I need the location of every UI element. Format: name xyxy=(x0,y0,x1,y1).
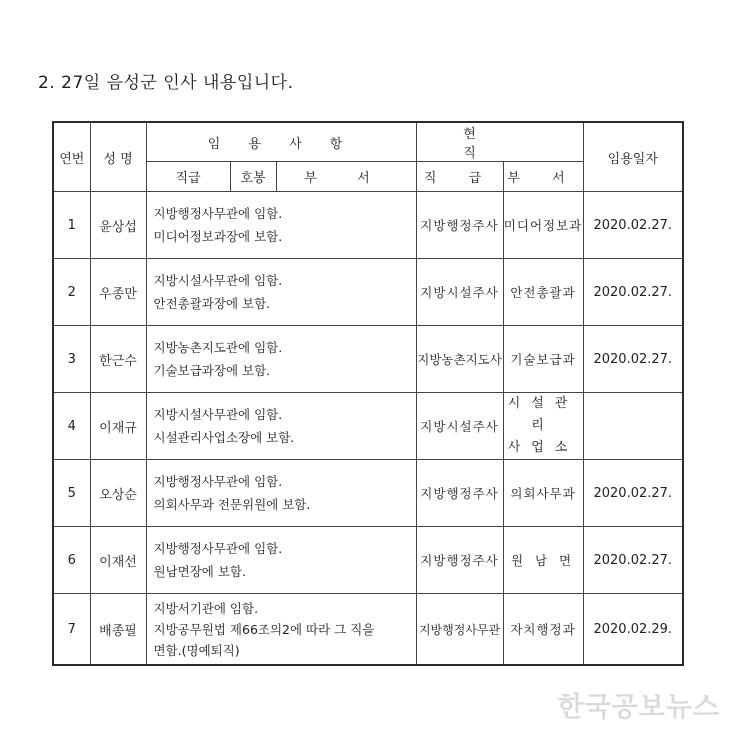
row-date: 2020.02.27. xyxy=(583,326,683,393)
row-no: 5 xyxy=(53,460,90,527)
table-row xyxy=(53,527,683,594)
row-date: 2020.02.27. xyxy=(583,192,683,259)
row-date: 2020.02.27. xyxy=(583,259,683,326)
row-date: 2020.02.27. xyxy=(583,527,683,594)
row-no: 1 xyxy=(53,192,90,259)
row-no: 4 xyxy=(53,393,90,460)
duty-line: 시설관리사업소장에 보함. xyxy=(153,430,295,445)
header-current-dept: 부 서 xyxy=(503,162,583,192)
row-dept: 미디어정보과 xyxy=(503,192,583,259)
page-heading: 2. 27일 음성군 인사 내용입니다. xyxy=(38,73,294,93)
row-duties xyxy=(146,326,416,393)
row-rank: 지방행정주사 xyxy=(416,460,503,527)
duty-line: 지방시설사무관에 임함. xyxy=(153,407,283,422)
row-rank: 지방행정주사 xyxy=(416,527,503,594)
table-header-row xyxy=(53,122,683,162)
duty-line: 지방공무원법 제66조의2에 따라 그 직을 xyxy=(153,621,375,637)
row-name: 오상순 xyxy=(90,460,146,527)
row-no: 2 xyxy=(53,259,90,326)
table-row xyxy=(53,326,683,393)
duty-line: 지방시설사무관에 임함. xyxy=(153,273,283,288)
row-date: 2020.02.27. xyxy=(583,460,683,527)
duty-line: 의회사무과 전문위원에 보함. xyxy=(153,497,311,512)
personnel-table xyxy=(52,121,684,666)
row-duties xyxy=(146,527,416,594)
watermark-logo: 한국공보뉴스 xyxy=(557,692,720,723)
header-current: 현 직 xyxy=(416,122,583,162)
row-dept xyxy=(503,393,583,460)
table-row xyxy=(53,594,683,666)
row-rank: 지방농촌지도사 xyxy=(416,326,503,393)
header-dept: 부 서 xyxy=(276,162,416,192)
row-date xyxy=(583,393,683,460)
row-duties xyxy=(146,460,416,527)
header-current-grade: 직 급 xyxy=(416,162,503,192)
row-name: 한근수 xyxy=(90,326,146,393)
row-dept: 자치행정과 xyxy=(503,594,583,666)
row-name: 윤상섭 xyxy=(90,192,146,259)
table-row xyxy=(53,192,683,259)
duty-line: 지방행정사무관에 임함. xyxy=(153,541,283,556)
header-step: 호봉 xyxy=(230,162,276,192)
duty-line: 미디어정보과장에 보함. xyxy=(153,229,283,244)
header-grade: 직급 xyxy=(146,162,230,192)
row-duties xyxy=(146,393,416,460)
row-duties xyxy=(146,192,416,259)
duty-line: 기술보급과장에 보함. xyxy=(153,363,271,378)
duty-line: 원남면장에 보함. xyxy=(153,564,246,579)
dept-line: 사업소 xyxy=(507,440,579,455)
row-rank: 지방시설주사 xyxy=(416,259,503,326)
row-duties xyxy=(146,594,416,666)
row-dept: 안전총괄과 xyxy=(503,259,583,326)
row-name: 배종필 xyxy=(90,594,146,666)
table-row xyxy=(53,393,683,460)
row-duties xyxy=(146,259,416,326)
row-rank: 지방행정사무관 xyxy=(416,594,503,666)
table-row xyxy=(53,460,683,527)
duty-line: 안전총괄과장에 보함. xyxy=(153,296,271,311)
duty-line: 지방농촌지도관에 임함. xyxy=(153,340,283,355)
header-no: 연번 xyxy=(53,122,90,192)
header-name: 성 명 xyxy=(90,122,146,192)
row-rank: 지방시설주사 xyxy=(416,393,503,460)
duty-line: 지방행정사무관에 임함. xyxy=(153,206,283,221)
row-dept: 기술보급과 xyxy=(503,326,583,393)
row-no: 6 xyxy=(53,527,90,594)
row-rank: 지방행정주사 xyxy=(416,192,503,259)
row-no: 7 xyxy=(53,594,90,666)
row-name: 우종만 xyxy=(90,259,146,326)
row-date: 2020.02.29. xyxy=(583,594,683,666)
dept-line: 시설관리 xyxy=(507,396,579,433)
row-name: 이재선 xyxy=(90,527,146,594)
row-dept: 원 남 면 xyxy=(503,527,583,594)
row-no: 3 xyxy=(53,326,90,393)
duty-line: 지방행정사무관에 임함. xyxy=(153,474,283,489)
table-row xyxy=(53,259,683,326)
header-appointment: 임 용 사 항 xyxy=(146,122,416,162)
duty-line: 면함.(명예퇴직) xyxy=(153,642,240,658)
header-date: 임용일자 xyxy=(583,122,683,192)
duty-line: 지방서기관에 임함. xyxy=(153,600,259,616)
row-name: 이재규 xyxy=(90,393,146,460)
row-dept: 의회사무과 xyxy=(503,460,583,527)
